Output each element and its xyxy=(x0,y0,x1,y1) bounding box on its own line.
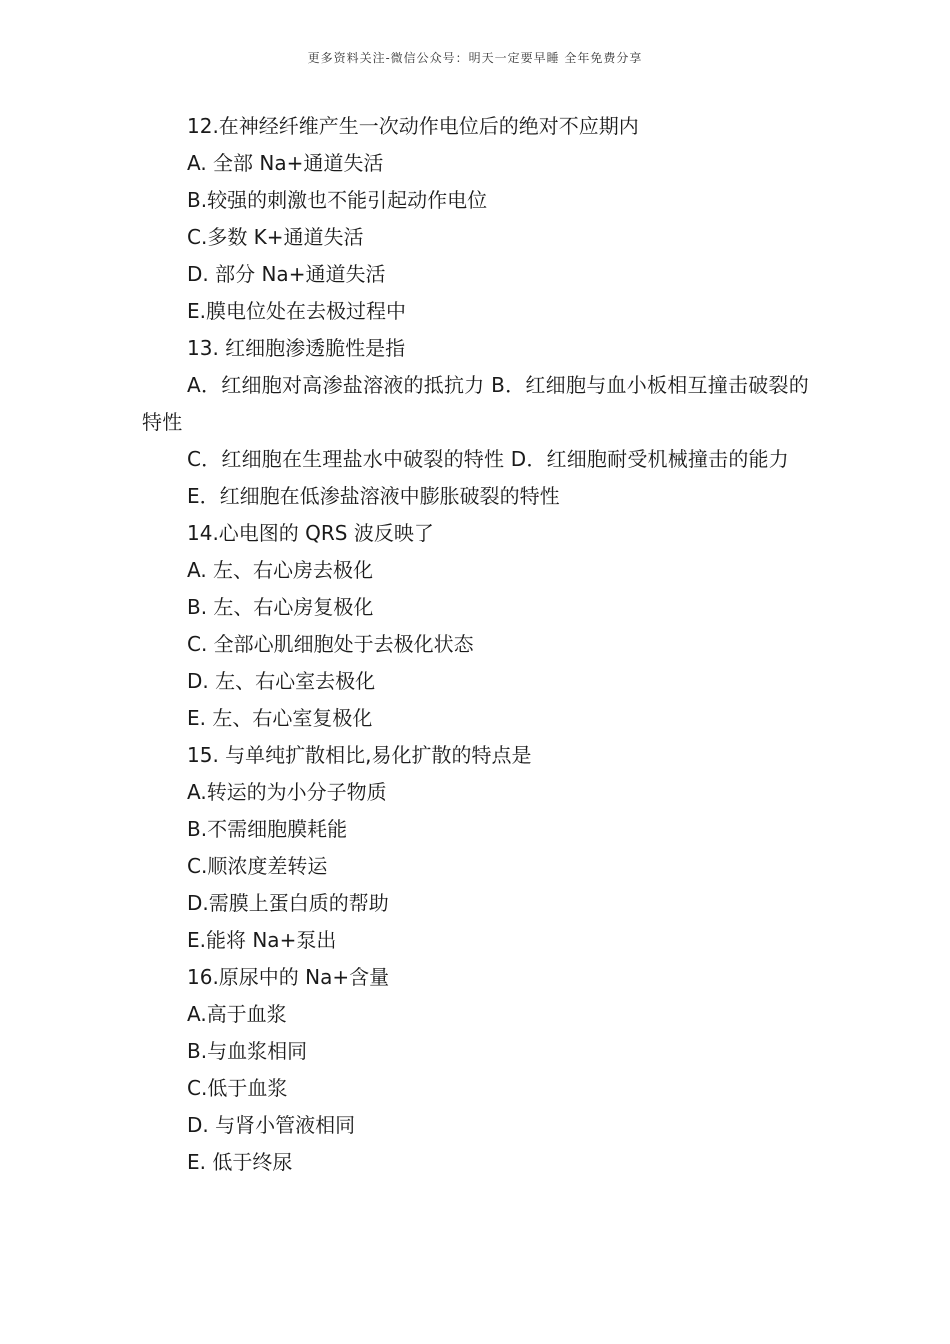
question-15-option-d: D.需膜上蛋白质的帮助 xyxy=(187,891,389,915)
question-14-option-e: E. 左、右心室复极化 xyxy=(187,706,373,730)
question-13-option-e: E．红细胞在低渗盐溶液中膨胀破裂的特性 xyxy=(187,484,560,508)
question-14-option-b: B. 左、右心房复极化 xyxy=(187,595,374,619)
question-16-option-b: B.与血浆相同 xyxy=(187,1039,308,1063)
question-12-option-c: C.多数 K+通道失活 xyxy=(187,225,364,249)
question-15-option-e: E.能将 Na+泵出 xyxy=(187,928,337,952)
question-14-stem: 14.心电图的 QRS 波反映了 xyxy=(187,521,434,545)
question-12-option-d: D. 部分 Na+通道失活 xyxy=(187,262,386,286)
question-13-options-a-b: A．红细胞对高渗盐溶液的抵抗力 B．红细胞与血小板相互撞击破裂的特性 xyxy=(142,373,809,434)
question-12-option-b: B.较强的刺激也不能引起动作电位 xyxy=(187,188,488,212)
question-15-option-c: C.顺浓度差转运 xyxy=(187,854,328,878)
question-15-stem: 15. 与单纯扩散相比,易化扩散的特点是 xyxy=(187,743,532,767)
document-body xyxy=(0,108,950,1181)
question-16-option-d: D. 与肾小管液相同 xyxy=(187,1113,356,1137)
question-15-option-b: B.不需细胞膜耗能 xyxy=(187,817,348,841)
question-16-option-a: A.高于血浆 xyxy=(187,1002,287,1026)
page-header: 更多资料关注-微信公众号：明天一定要早睡 全年免费分享 xyxy=(307,51,643,65)
question-16-stem: 16.原尿中的 Na+含量 xyxy=(187,965,390,989)
question-16-option-c: C.低于血浆 xyxy=(187,1076,288,1100)
question-15-option-a: A.转运的为小分子物质 xyxy=(187,780,387,804)
question-13-stem: 13. 红细胞渗透脆性是指 xyxy=(187,336,406,360)
question-16-option-e: E. 低于终尿 xyxy=(187,1150,293,1174)
question-12-option-e: E.膜电位处在去极过程中 xyxy=(187,299,406,323)
question-12-option-a: A. 全部 Na+通道失活 xyxy=(187,151,384,175)
question-12-stem: 12.在神经纤维产生一次动作电位后的绝对不应期内 xyxy=(187,114,639,138)
question-14-option-d: D. 左、右心室去极化 xyxy=(187,669,376,693)
question-14-option-c: C. 全部心肌细胞处于去极化状态 xyxy=(187,632,474,656)
question-13-options-c-d: C．红细胞在生理盐水中破裂的特性 D．红细胞耐受机械撞击的能力 xyxy=(187,447,789,471)
question-14-option-a: A. 左、右心房去极化 xyxy=(187,558,374,582)
